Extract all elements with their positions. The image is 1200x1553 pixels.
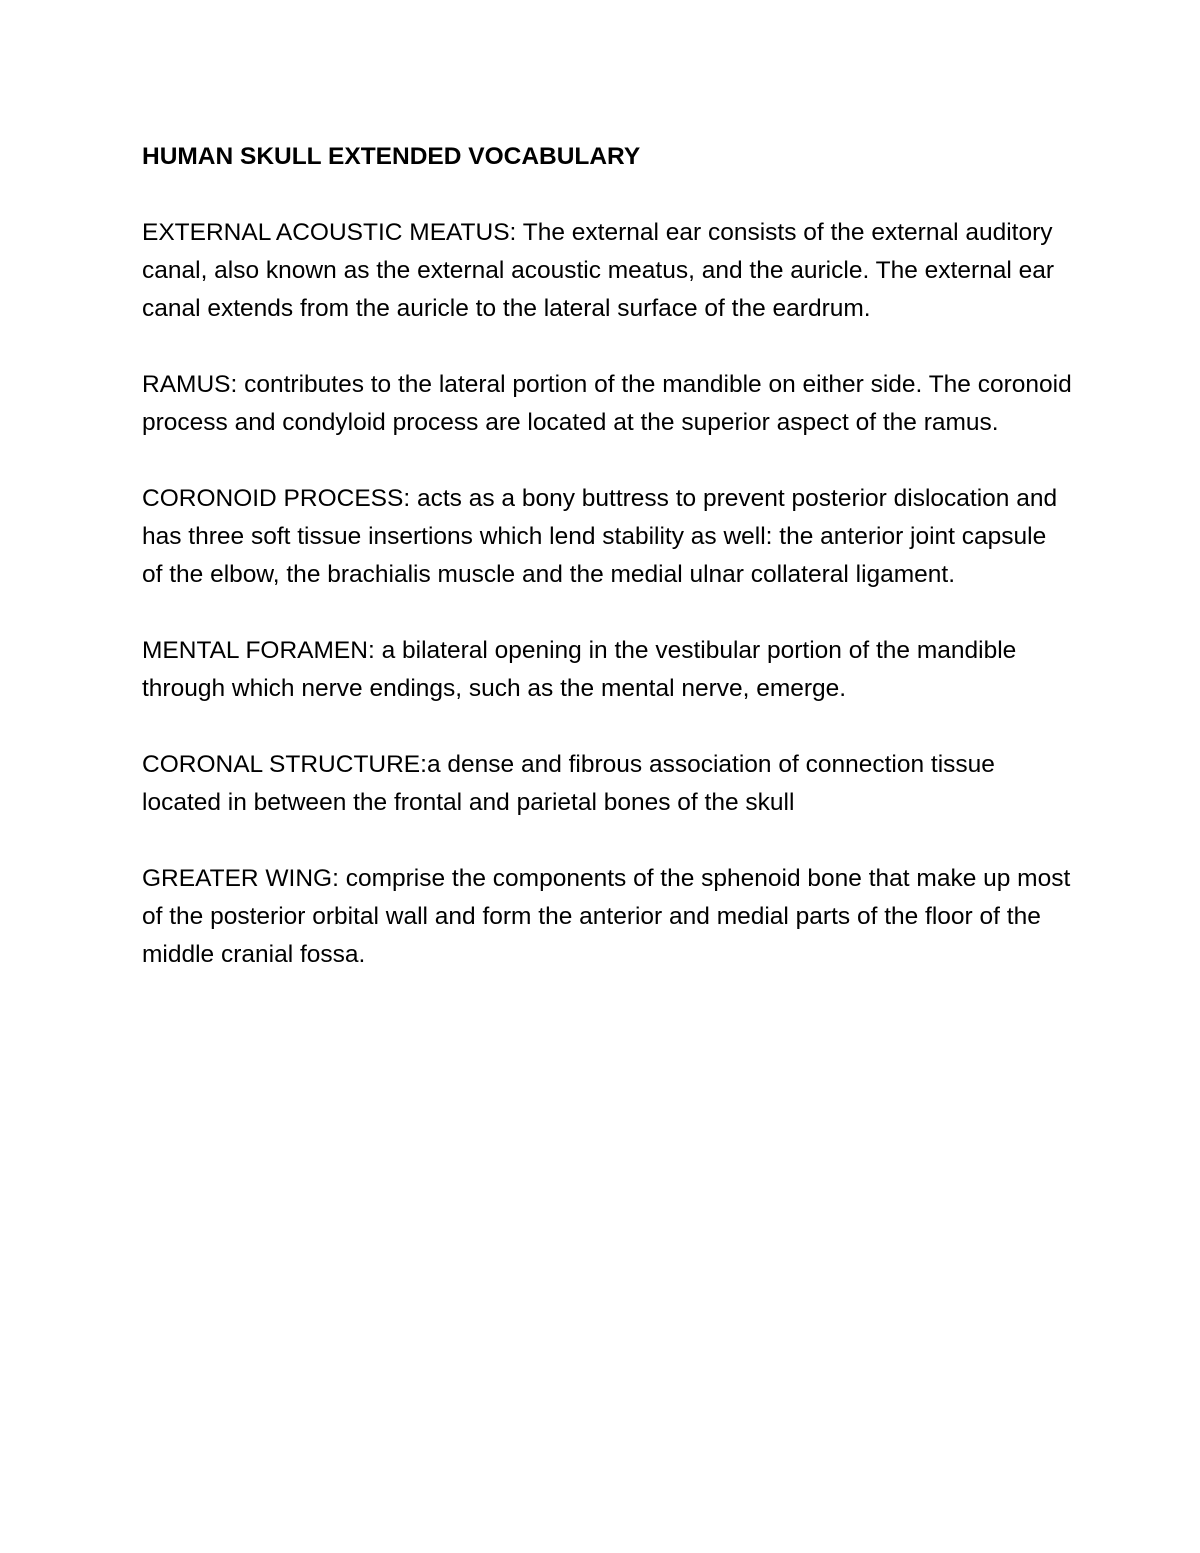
vocab-entry-coronoid-process xyxy=(142,480,1072,594)
vocab-term: MENTAL FORAMEN: xyxy=(142,637,375,664)
vocab-term: EXTERNAL ACOUSTIC MEATUS: xyxy=(142,219,517,246)
vocab-entry-external-acoustic-meatus xyxy=(142,214,1072,328)
vocab-entry-ramus xyxy=(142,366,1072,442)
vocab-term: CORONAL STRUCTURE: xyxy=(142,751,427,778)
vocab-term: RAMUS: xyxy=(142,371,238,398)
vocab-entry-mental-foramen xyxy=(142,632,1072,708)
vocab-entry-coronal-structure xyxy=(142,746,1072,822)
vocab-definition: a dense and fibrous association of connection tissue located in between the frontal and parietal bones of the skull xyxy=(142,751,995,816)
vocab-term: GREATER WING: xyxy=(142,865,339,892)
vocab-definition: a bilateral opening in the vestibular portion of the mandible through which nerve endings, such as the mental nerve, emerge. xyxy=(142,637,1017,702)
document-title: HUMAN SKULL EXTENDED VOCABULARY xyxy=(142,143,641,170)
vocab-entry-greater-wing xyxy=(142,860,1072,974)
vocab-definition: comprise the components of the sphenoid bone that make up most of the posterior orbital wall and form the anterior and medial parts of the floor of the middle cranial fossa. xyxy=(142,865,1071,968)
vocab-definition: acts as a bony buttress to prevent posterior dislocation and has three soft tissue insertions which lend stability as well: the anterior joint capsule of the elbow, the brachialis muscle and the medial ulnar collateral ligament. xyxy=(142,485,1058,588)
vocab-definition: The external ear consists of the external auditory canal, also known as the external acoustic meatus, and the auricle. The external ear canal extends from the auricle to the lateral surface of the eardrum. xyxy=(142,219,1055,322)
vocab-definition: contributes to the lateral portion of the mandible on either side. The coronoid process and condyloid process are located at the superior aspect of the ramus. xyxy=(142,371,1072,436)
vocab-term: CORONOID PROCESS: xyxy=(142,485,411,512)
document-body xyxy=(142,138,1072,1012)
